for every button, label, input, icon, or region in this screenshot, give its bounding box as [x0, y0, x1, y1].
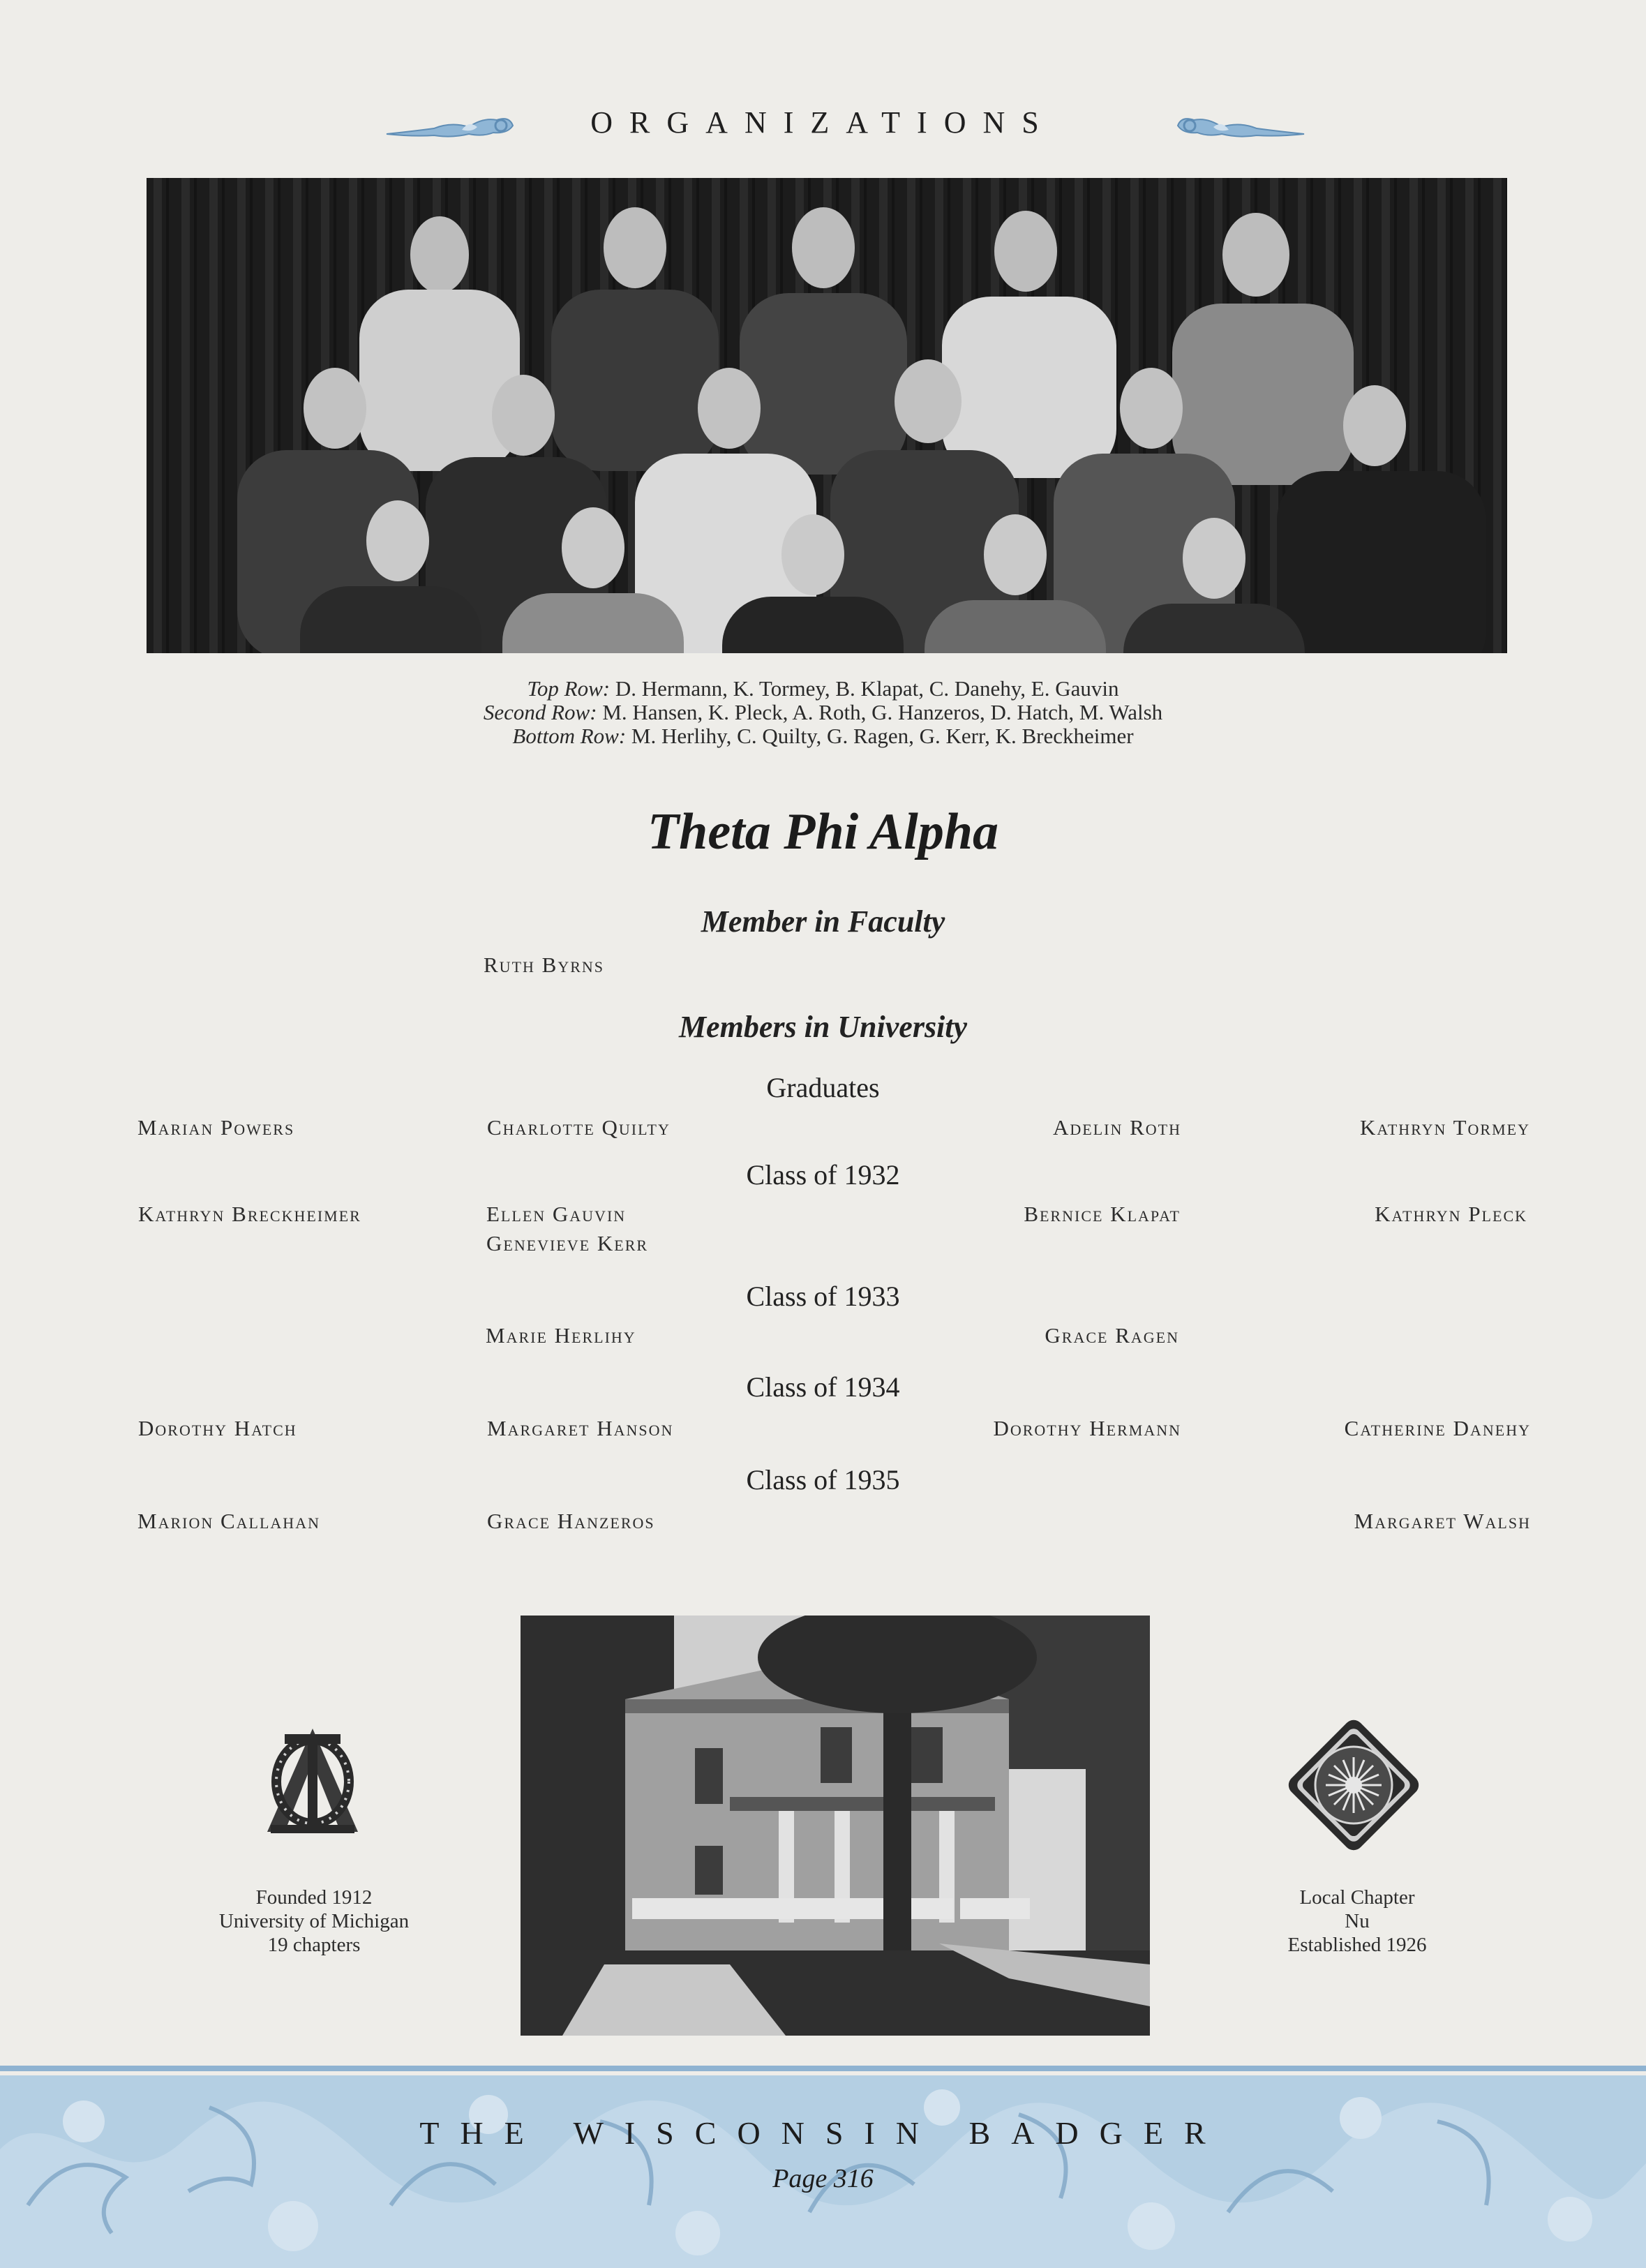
founding-line: University of Michigan — [218, 1910, 410, 1932]
caption-names: M. Hansen, K. Pleck, A. Roth, G. Hanzeros, D. Hatch, M. Walsh — [602, 700, 1163, 724]
chapter-line: Established 1926 — [1287, 1934, 1427, 1956]
member-name: Margaret Hanson — [487, 1416, 674, 1440]
right-ornament-icon — [1176, 110, 1305, 142]
member-name: Grace Hanzeros — [487, 1509, 655, 1533]
member-name: Bernice Klapat — [1024, 1202, 1181, 1226]
caption-label: Bottom Row: — [512, 724, 627, 748]
organization-title: Theta Phi Alpha — [647, 803, 998, 860]
photo-caption — [0, 677, 1646, 748]
group-photo — [147, 178, 1507, 653]
page-number: Page 316 — [772, 2164, 874, 2193]
faculty-heading: Member in Faculty — [701, 904, 945, 939]
class-1935-heading: Class of 1935 — [746, 1464, 900, 1495]
member-name: Genevieve Kerr — [486, 1231, 649, 1255]
member-name: Grace Ragen — [1045, 1323, 1179, 1348]
page-footer — [0, 2066, 1646, 2268]
member-name: Kathryn Tormey — [1360, 1115, 1530, 1140]
publication-title: THE WISCONSIN BADGER — [419, 2115, 1227, 2151]
member-name: Adelin Roth — [1052, 1115, 1181, 1140]
caption-names: D. Hermann, K. Tormey, B. Klapat, C. Danehy, E. Gauvin — [615, 676, 1119, 701]
chapter-badge-icon — [1278, 1710, 1429, 1860]
greek-letter-crest-icon — [257, 1720, 368, 1839]
founding-line: 19 chapters — [267, 1934, 361, 1956]
faculty-member: Ruth Byrns — [484, 953, 605, 977]
member-name: Marian Powers — [137, 1115, 295, 1140]
member-name: Dorothy Hatch — [138, 1416, 297, 1440]
caption-second-row — [0, 701, 1646, 724]
caption-label: Second Row: — [483, 700, 597, 724]
founding-line: Founded 1912 — [255, 1886, 373, 1909]
member-name: Kathryn Breckheimer — [138, 1202, 361, 1226]
page-header — [0, 105, 1646, 147]
chapter-line: Local Chapter — [1299, 1886, 1415, 1909]
member-name: Marie Herlihy — [486, 1323, 636, 1348]
member-name: Margaret Walsh — [1354, 1509, 1531, 1533]
class-1934-heading: Class of 1934 — [746, 1371, 900, 1403]
caption-bottom-row — [0, 724, 1646, 748]
member-name: Marion Callahan — [137, 1509, 320, 1533]
class-1932-heading: Class of 1932 — [746, 1159, 900, 1191]
member-name: Kathryn Pleck — [1375, 1202, 1527, 1226]
caption-names: M. Herlihy, C. Quilty, G. Ragen, G. Kerr, K. Breckheimer — [631, 724, 1134, 748]
class-1933-heading: Class of 1933 — [746, 1281, 900, 1312]
chapter-house-photo — [521, 1616, 1150, 2036]
graduates-heading: Graduates — [766, 1072, 880, 1103]
caption-top-row — [0, 677, 1646, 701]
chapter-info — [1218, 1886, 1497, 1957]
member-name: Dorothy Hermann — [993, 1416, 1181, 1440]
university-heading: Members in University — [678, 1010, 968, 1044]
member-name: Charlotte Quilty — [487, 1115, 671, 1140]
chapter-line: Nu — [1345, 1910, 1370, 1932]
founding-info — [174, 1886, 454, 1957]
member-name: Ellen Gauvin — [486, 1202, 627, 1226]
section-title: ORGANIZATIONS — [590, 105, 1056, 140]
caption-label: Top Row: — [527, 676, 611, 701]
member-name: Catherine Danehy — [1344, 1416, 1531, 1440]
